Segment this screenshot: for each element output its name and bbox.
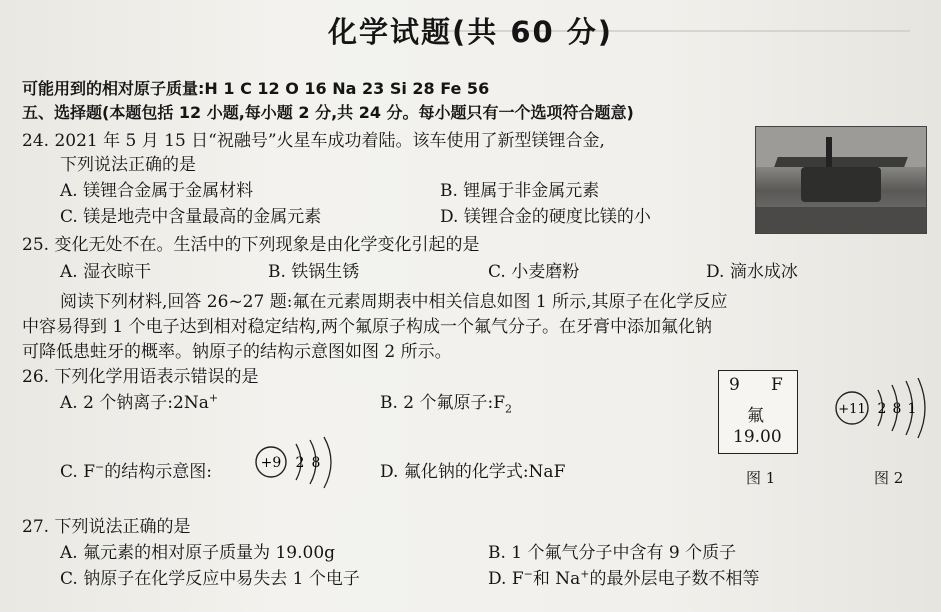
fluoride-structure-diagram [252, 436, 342, 494]
q25-option-c: C. 小麦磨粉 [488, 262, 580, 282]
q25-stem: 25. 变化无处不在。生活中的下列现象是由化学变化引起的是 [22, 235, 480, 255]
atomic-mass-line: 可能用到的相对原子质量:H 1 C 12 O 16 Na 23 Si 28 Fe 56 [22, 79, 490, 98]
reading-line-3: 可降低患蛀牙的概率。钠原子的结构示意图如图 2 所示。 [22, 342, 452, 362]
q26-a-text: A. 2 个钠离子:2Na [60, 393, 209, 413]
element-symbol: F [771, 375, 783, 395]
q27-option-d [488, 564, 760, 589]
q27-option-b: B. 1 个氟气分子中含有 9 个质子 [488, 543, 737, 563]
q26-b-text: B. 2 个氟原子:F [380, 393, 506, 413]
q27-stem: 27. 下列说法正确的是 [22, 517, 191, 537]
reading-line-1: 阅读下列材料,回答 26~27 题:氟在元素周期表中相关信息如图 1 所示,其原子在化学反应 [60, 292, 728, 312]
q26-option-d: D. 氟化钠的化学式:NaF [380, 462, 566, 482]
figure2-caption: 图 2 [874, 469, 904, 487]
q26-c-charge: − [95, 460, 105, 474]
q27-d-text-2: 和 Na [532, 569, 581, 589]
q27-d-charge-2: + [580, 567, 590, 581]
q25-option-b: B. 铁锅生锈 [268, 262, 360, 282]
element-name: 氟 [747, 406, 764, 426]
q26-b-subscript: 2 [505, 402, 513, 416]
q25-option-a: A. 湿衣晾干 [60, 262, 152, 282]
sodium-structure-diagram [832, 378, 932, 442]
q25-option-d: D. 滴水成冰 [706, 262, 798, 282]
q24-option-d: D. 镁锂合金的硬度比镁的小 [440, 207, 651, 227]
q24-option-a: A. 镁锂合金属于金属材料 [60, 181, 254, 201]
section-heading: 五、选择题(本题包括 12 小题,每小题 2 分,共 24 分。每小题只有一个选项符合题意) [22, 103, 634, 122]
q26-a-charge: + [208, 391, 219, 405]
q27-option-a: A. 氟元素的相对原子质量为 19.00g [60, 543, 336, 563]
fluorine-element-cell [718, 370, 798, 454]
q26-stem: 26. 下列化学用语表示错误的是 [22, 367, 259, 387]
fluoride-nucleus-label: +9 [260, 455, 282, 471]
sodium-shell-3: 1 [907, 401, 917, 417]
mars-rover-photo [755, 126, 927, 234]
sodium-shell-2: 8 [892, 401, 902, 417]
q24-stem-1: 24. 2021 年 5 月 15 日“祝融号”火星车成功着陆。该车使用了新型镁锂合金, [22, 131, 605, 151]
q26-option-a [60, 388, 218, 413]
sodium-nucleus-label: +11 [838, 402, 866, 417]
page-title: 化学试题(共 60 分) [327, 15, 614, 49]
element-mass: 19.00 [733, 427, 782, 447]
q27-option-c: C. 钠原子在化学反应中易失去 1 个电子 [60, 569, 360, 589]
q26-c-text: C. F [60, 462, 96, 482]
q24-option-b: B. 锂属于非金属元素 [440, 181, 600, 201]
q27-d-text-3: 的最外层电子数不相等 [589, 569, 760, 589]
q26-option-c [60, 457, 212, 482]
reading-line-2: 中容易得到 1 个电子达到相对稳定结构,两个氟原子构成一个氟气分子。在牙膏中添加氟化钠 [22, 317, 713, 337]
figure1-caption: 图 1 [746, 469, 776, 487]
fluoride-shell-1: 2 [295, 455, 305, 471]
q24-stem-2: 下列说法正确的是 [60, 155, 196, 175]
q27-d-text: D. F [488, 569, 524, 589]
fluoride-shell-2: 8 [311, 455, 321, 471]
sodium-shell-1: 2 [877, 401, 887, 417]
q27-d-charge-1: − [523, 567, 533, 581]
element-number: 9 [729, 375, 740, 395]
q24-option-c: C. 镁是地壳中含量最高的金属元素 [60, 207, 322, 227]
q26-c-text-2: 的结构示意图: [104, 462, 212, 482]
q26-option-b [380, 388, 512, 415]
